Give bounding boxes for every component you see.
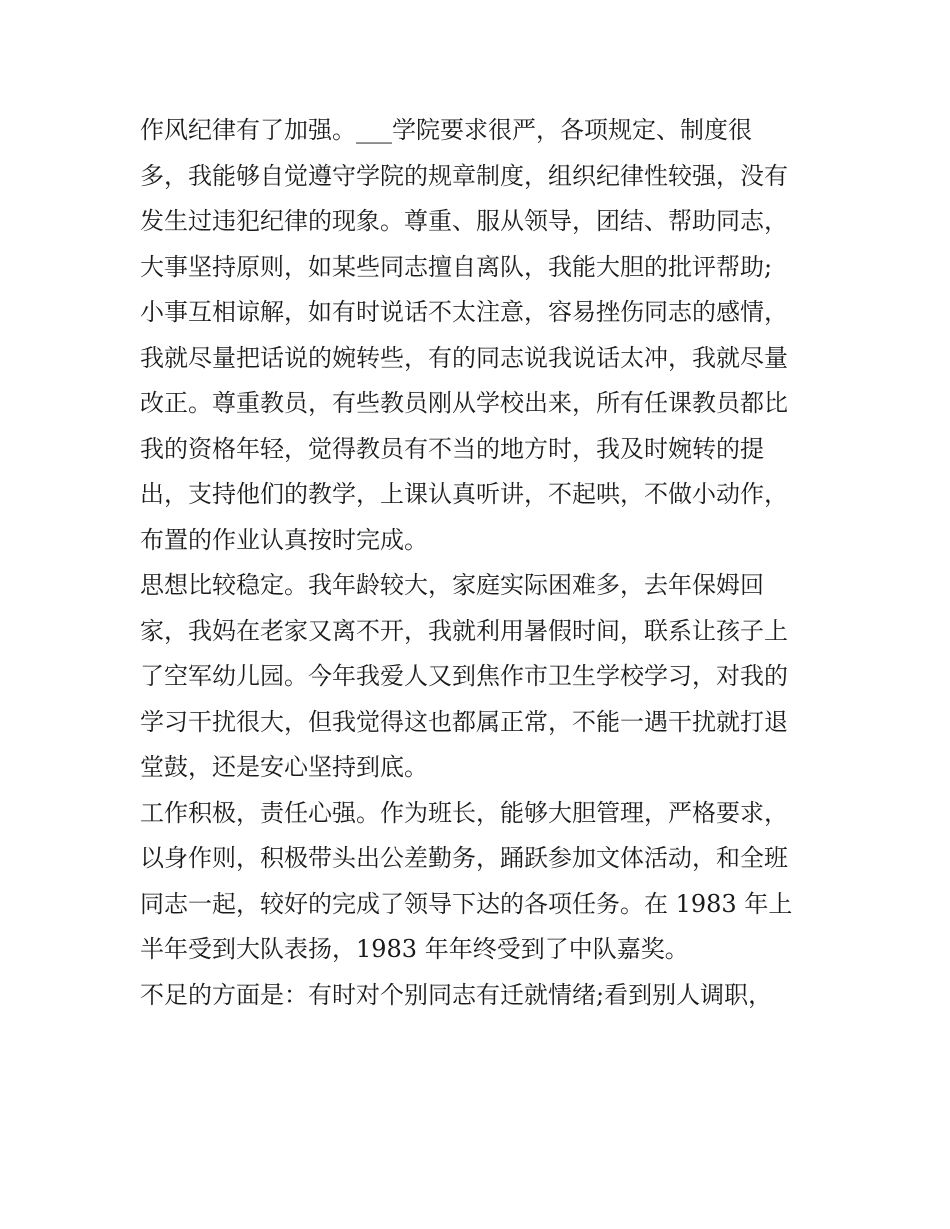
text-line: 学习干扰很大，但我觉得这也都属正常，不能一遇干扰就打退 xyxy=(140,707,788,736)
text-line: 思想比较稳定。我年龄较大，家庭实际困难多，去年保姆回 xyxy=(140,571,764,599)
text-line: 我的资格年轻，觉得教员有不当的地方时，我及时婉转的提 xyxy=(140,434,764,463)
text-line: 以身作则，积极带头出公差勤务，踊跃参加文体活动，和全班 xyxy=(140,844,788,872)
document-body xyxy=(140,108,820,1018)
text-line: 改正。尊重教员，有些教员刚从学校出来，所有任课教员都比 xyxy=(140,389,788,417)
text-line: 大事坚持原则，如某些同志擅自离队，我能大胆的批评帮助; xyxy=(140,252,773,281)
text-line: 发生过违犯纪律的现象。尊重、服从领导，团结、帮助同志， xyxy=(140,207,788,235)
text-line: 堂鼓，还是安心坚持到底。 xyxy=(140,753,428,781)
text-line: 出，支持他们的教学，上课认真听讲，不起哄，不做小动作， xyxy=(140,480,788,508)
text-line: 工作积极，责任心强。作为班长，能够大胆管理，严格要求， xyxy=(140,798,788,827)
text-line: 小事互相谅解，如有时说话不太注意，容易挫伤同志的感情， xyxy=(140,298,788,326)
text-line: 作风纪律有了加强。___学院要求很严，各项规定、制度很 xyxy=(140,116,752,144)
text-line: 不足的方面是：有时对个别同志有迁就情绪;看到别人调职， xyxy=(140,980,773,1009)
text-line: 同志一起，较好的完成了领导下达的各项任务。在 1983 年上 xyxy=(140,889,793,918)
text-line: 布置的作业认真按时完成。 xyxy=(140,525,428,554)
text-line: 我就尽量把话说的婉转些，有的同志说我说话太冲，我就尽量 xyxy=(140,343,788,372)
text-line: 家，我妈在老家又离不开，我就利用暑假时间，联系让孩子上 xyxy=(140,616,788,645)
text-line: 了空军幼儿园。今年我爱人又到焦作市卫生学校学习，对我的 xyxy=(140,662,788,690)
text-line: 多，我能够自觉遵守学院的规章制度，组织纪律性较强，没有 xyxy=(140,161,788,190)
text-line: 半年受到大队表扬，1983 年年终受到了中队嘉奖。 xyxy=(140,935,689,963)
